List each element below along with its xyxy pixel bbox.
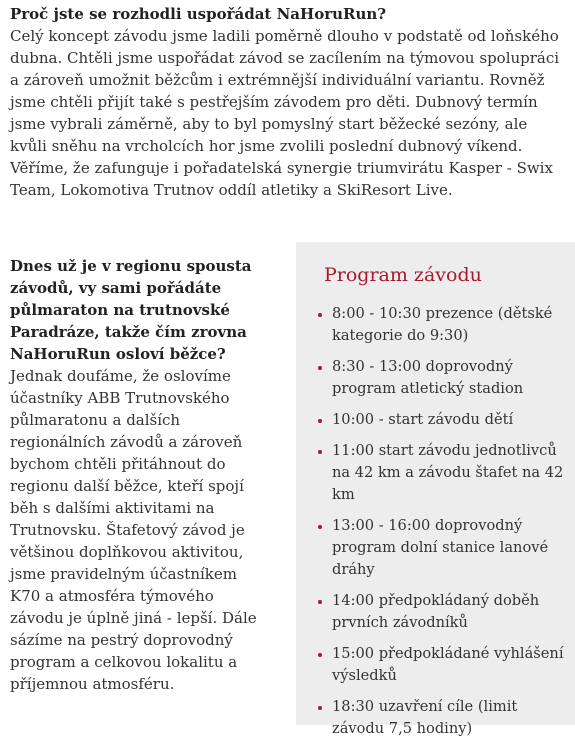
program-item-text: 8:30 - 13:00 doprovodný program atletický stadion	[332, 358, 524, 397]
second-section	[10, 255, 272, 695]
bullet-icon	[318, 706, 322, 710]
bullet-icon	[318, 653, 322, 657]
program-item-text: 11:00 start závodu jednotlivců na 42 km a závodu štafet na 42 km	[332, 442, 564, 503]
program-item	[312, 643, 570, 687]
program-box	[296, 242, 575, 737]
program-title: Program závodu	[324, 264, 482, 286]
program-item-text: 8:00 - 10:30 prezence (dětské kategorie do 9:30)	[332, 305, 553, 344]
program-item	[312, 515, 570, 581]
bullet-icon	[318, 419, 322, 423]
program-item	[312, 356, 570, 400]
program-item-text: 13:00 - 16:00 doprovodný program dolní stanice lanové dráhy	[332, 517, 549, 578]
program-item	[312, 440, 570, 506]
bullet-icon	[318, 313, 322, 317]
program-item	[312, 696, 570, 740]
second-answer: Jednak doufáme, že oslovíme účastníky ABB Trutnovského půlmaratonu a dalších regionálních závodů a zároveň bychom chtěli přitáhnout do regionu další běžce, kteří spojí běh s dalšími aktivitami na Trutnovsku. Štafetový závod je většinou doplňkovou aktivitou, jsme pravidelným účastníkem K70 a atmosféra týmového závodu je úplně jiná - lepší. Dále sázíme na pestrý doprovodný program a celkovou lokalitu a příjemnou atmosféru.	[10, 367, 257, 693]
program-item-text: 10:00 - start závodu dětí	[332, 411, 514, 428]
bullet-icon	[318, 525, 322, 529]
intro-question: Proč jste se rozhodli uspořádat NaHoruRun?	[10, 5, 387, 23]
bullet-icon	[318, 600, 322, 604]
bullet-icon	[318, 450, 322, 454]
second-question: Dnes už je v regionu spousta závodů, vy sami pořádáte půlmaraton na trutnovské Paradráze, takže čím zrovna NaHoruRun osloví běžce?	[10, 257, 252, 363]
program-item-text: 15:00 předpokládané vyhlášení výsledků	[332, 645, 564, 684]
bullet-icon	[318, 366, 322, 370]
program-item	[312, 409, 570, 431]
program-item-text: 18:30 uzavření cíle (limit závodu 7,5 hodiny)	[332, 698, 518, 737]
intro-section	[10, 3, 568, 201]
program-list	[312, 303, 570, 749]
program-item-text: 14:00 předpokládaný doběh prvních závodníků	[332, 592, 540, 631]
program-item	[312, 303, 570, 347]
intro-answer: Celý koncept závodu jsme ladili poměrně dlouho v podstatě od loňského dubna. Chtěli jsme uspořádat závod se zacílením na týmovou spolupráci a zároveň umožnit běžcům i extrémnější individuální variantu. Rovněž jsme chtěli přijít také s pestřejším závodem pro děti. Dubnový termín jsme vybrali záměrně, aby to byl pomyslný start běžecké sezóny, ale kvůli sněhu na vrcholcích hor jsme zvolili poslední dubnový víkend. Věříme, že zafunguje i pořadatelská synergie triumvirátu Kasper - Swix Team, Lokomotiva Trutnov oddíl atletiky a SkiResort Live.	[10, 27, 560, 199]
program-item	[312, 590, 570, 634]
